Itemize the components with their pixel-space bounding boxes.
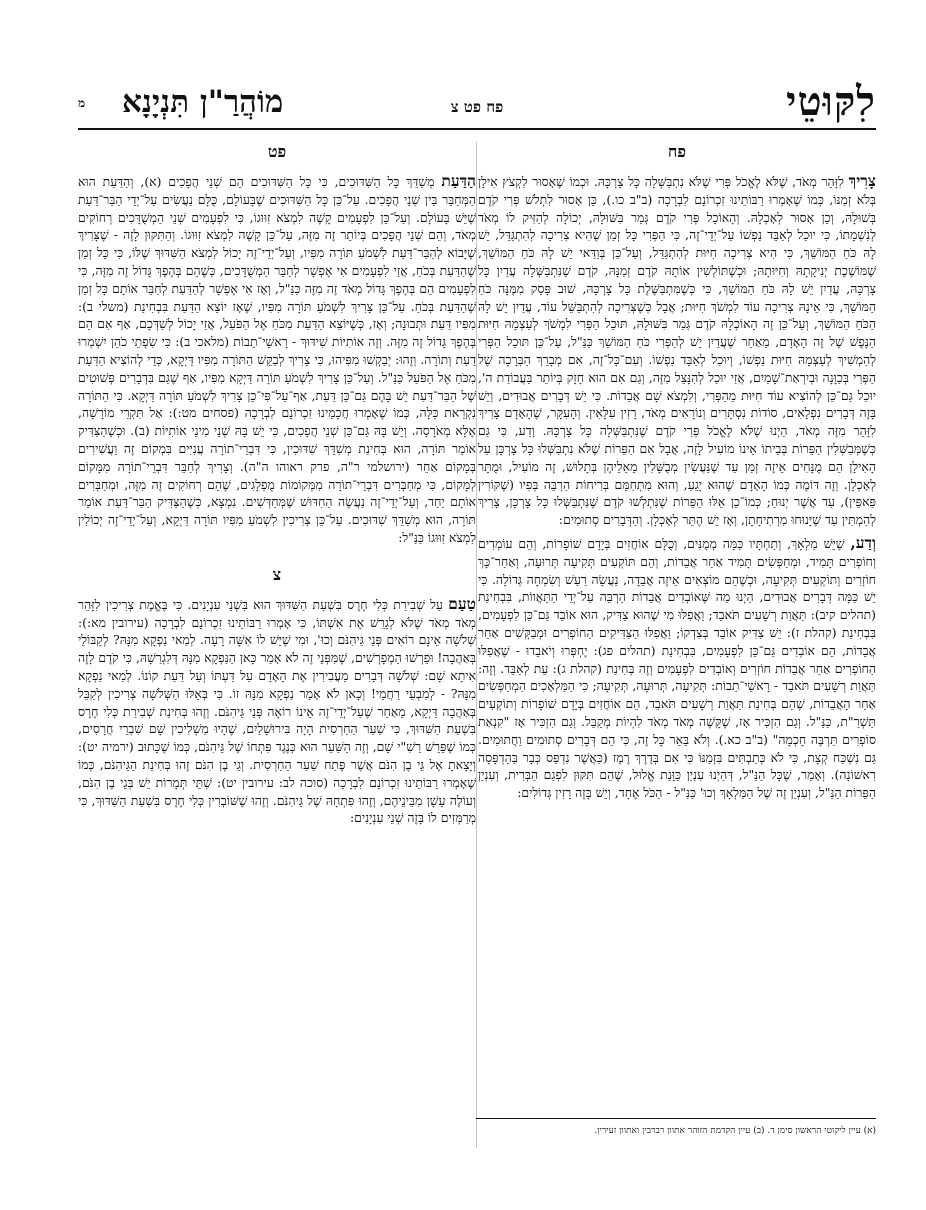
paragraph-opener: וְדַע, xyxy=(850,532,876,552)
paragraph xyxy=(78,595,476,827)
column-divider xyxy=(476,142,477,1148)
paragraph-text: שֶׁיֵּשׁ מַלְאָךְ, וְתַחְתָּיו כַּמָּה מְמֻנִּים, וְכֻלָּם אוֹחֲזִים בְּיָדָם שׁוֹפָרוֹת, וְהֵם עוֹמְדִים וְחוֹפְרִים תָּמִיד, וּמְחַפְּשִׂים תָּמִיד אַחַר אֲבֵדוֹת, וְהֵם תּוֹקְעִים תְּקִיעָה תְּרוּעָה, וְאַחַר־כָּךְ חוֹזְרִים וְתוֹקְעִים תְּקִיעָה, וּכְשֶׁהֵם מוֹצְאִים אֵיזֶה אֲבֵדָה, נַעֲשָׂה רַעַשׁ וְשִׂמְחָה גְּדוֹלָה. כִּי יֵשׁ כַּמָּה דְּבָרִים אֲבוּדִים, הַיְנוּ מַה שֶּׁאוֹבְדִים אֲבֵדוֹת הַרְבֵּה עַל־יְדֵי הַתַּאֲווֹת, בִּבְחִינַת (תהלים קיב): תַּאֲוַת רְשָׁעִים תֹּאבֵד; וַאֲפִלּוּ מִי שֶׁהוּא צַדִּיק, הוּא אוֹבֵד גַּם־כֵּן לִפְעָמִים, בִּבְחִינַת (קהלת ז): יֵשׁ צַדִּיק אוֹבֵד בְּצִדְקוֹ; וַאֲפִלּוּ הַצַּדִּיקִים הַחוֹפְרִים וּמְבַקְּשִׁים אַחַר אֲבֵדוֹת, הֵם אוֹבְדִים גַּם־כֵּן לִפְעָמִים, בִּבְחִינַת (תהלים פג): יֶחְפְּרוּ וְיֹאבֵדוּ - שֶׁאֲפִלּוּ הַחוֹפְרִים אַחַר אֲבֵדוֹת חוֹזְרִים וְאוֹבְדִים לִפְעָמִים וְזֶה בְּחִינַת (קהלת ג): עֵת לְאַבֵּד. וְזֶה: תַּאֲוַת רְשָׁעִים תֹּאבֵד - רָאשֵׁי־תֵבוֹת: תְּקִיעָה, תְּרוּעָה, תְּקִיעָה; כִּי הַמַּלְאָכִים הַמְחַפְּשִׂים אַחַר הָאֲבֵדוֹת, שֶׁהֵם בְּחִינַת תַּאֲוַת רְשָׁעִים תֹּאבֵד, הֵם אוֹחֲזִים בְּיָדָם שׁוֹפָרוֹת וְתוֹקְעִים תַּשְׁרַ"ת, כַּנַּ"ל. וְגַם הִזְכִּיר אָז, שֶׁקָּשֶׁה מְאֹד מְאֹד לִהְיוֹת מְקַבֵּל. וְגַם הִזְכִּיר אָז "קִנְאַת סוֹפְרִים תַּרְבֶּה חָכְמָה" (ב"ב כא.). וְלֹא בֵּאֵר כָּל זֶה, כִּי הֵם דְּבָרִים סְתוּמִים וַחֲתוּמִים. גַּם נִשְׁכַּח קְצָת, כִּי לֹא כְּתַבְתִּים בִּזְמַנּוֹ כִּי אִם בְּדֶרֶךְ רֶמֶז (כַּאֲשֶׁר נִדְפַּס כְּבָר בַּהַדְפָּסָה רִאשׁוֹנָה). וְאָמַר, שֶׁכָּל הַנַּ"ל, דְּהַיְנוּ עִנְיַן כַּוָּנַת אֱלוּל, שֶׁהֵם תִּקּוּן לִפְגַם הַבְּרִית, וְעִנְיַן הַפֵּרוֹת הַנַּ"ל, וְעִנְיַן זֶה שֶׁל הַמַּלְאָךְ וְכוּ' כַּנַּ"ל - הַכֹּל אֶחָד, וְיֵשׁ בָּזֶה רָזִין גְּדוֹלִים: xyxy=(478,535,876,801)
left-column xyxy=(78,142,476,832)
paragraph-text: עַל שְׁבִירַת כְּלִי חֶרֶס בִּשְׁעַת הַשִּׁדּוּךְ הוּא בִּשְׁנֵי עִנְיָנִים. כִּי בֶּאֱמֶת צְרִיכִין לִזָּהֵר מְאֹד מְאֹד שֶׁלֹּא לְגָרֵשׁ אֶת אִשְׁתּוֹ, כִּי אָמְרוּ רַבּוֹתֵינוּ זִכְרוֹנָם לִבְרָכָה (עירובין מא:): שְׁלֹשָׁה אֵינָם רוֹאִים פְּנֵי גֵּיהִנֹּם וְכוּ', וּמִי שֶׁיֵּשׁ לוֹ אִשָּׁה רָעָה. לְמַאי נַפְקָא מִנָּהּ? לְקַבּוֹלֵי בְּאַהֲבָה! וּפֵרְשׁוּ הַמְפָרְשִׁים, שֶׁמִּפְּנֵי זֶה לֹא אָמַר כָּאן הַנַּפְקָא מִנָּהּ דְּלִגְרַשָׁהּ, כִּי קֹדֶם לָזֶה אִיתָא שָׁם: שְׁלֹשָׁה דְּבָרִים מַעֲבִירִין אֶת הָאָדָם עַל דַּעְתּוֹ וְעַל דַּעַת קוֹנוֹ. לְמַאי נַפְקָא מִנָּהּ? - לְמִבְעֵי רַחֲמֵי! וְכָאן לֹא אָמַר נַפְקָא מִנָּהּ זוֹ. כִּי בְּאֵלּוּ הַשְּׁלֹשָׁה צְרִיכִין לְקַבֵּל בְּאַהֲבָה דַּיְקָא, מֵאַחַר שֶׁעַל־יְדֵי־זֶה אֵינוֹ רוֹאֶה פְּנֵי גֵּיהִנֹּם. וְזֶהוּ בְּחִינַת שְׁבִירַת כְּלִי חֶרֶס בִּשְׁעַת הַשִּׁדּוּךְ, כִּי שַׁעַר הַחַרְסִית הָיָה בִּירוּשָׁלַיִם, שֶׁהָיוּ מַשְׁלִיכִין שָׁם שִׁבְרֵי חֲרָסִים, כְּמוֹ שֶׁפֵּרֵשׁ רַשִׁ"י שָׁם, וְזֶה הַשַּׁעַר הוּא כְּנֶגֶד פִּתְחוֹ שֶׁל גֵּיהִנֹּם, כְּמוֹ שֶׁכָּתוּב (ירמיה יט): וְיָצָאתָ אֶל גֵּי בֶן הִנֹּם אֲשֶׁר פֶּתַח שַׁעַר הַחַרְסִית. וְגֵי בֶן הִנֹּם זֶהוּ בְּחִינַת הַגֵּיהִנֹּם, כְּמוֹ שֶׁאָמְרוּ רַבּוֹתֵינוּ זִכְרוֹנָם לִבְרָכָה (סוכה לב: עירובין יט): שְׁתֵּי תְּמָרוֹת יֵשׁ בְּגֵי בֶן הִנֹּם, וְעוֹלֶה עָשָׁן מִבֵּינֵיהֶם, וְזֶהוּ פִּתְחָהּ שֶׁל גֵּיהִנֹּם. וְזֶהוּ שֶׁשּׁוֹבְרִין כְּלִי חֶרֶס בִּשְׁעַת הַשִּׁדּוּךְ, כִּי מְרַמְּזִים לוֹ בָּזֶה שְׁנֵי עִנְיָנִים: xyxy=(78,596,476,826)
paragraph-opener: הַדַּעַת xyxy=(441,171,476,190)
section-title-89: פט xyxy=(267,142,287,161)
paragraph xyxy=(478,172,876,529)
paragraph-opener: טַעַם xyxy=(448,593,476,613)
section-title-90: צ xyxy=(272,564,282,584)
section-references: פח פט צ xyxy=(450,98,504,116)
paragraph xyxy=(478,534,876,802)
paragraph-opener: צָרִיךְ xyxy=(848,171,876,190)
right-column xyxy=(478,142,876,807)
header-rule xyxy=(78,128,876,130)
page-number: מ xyxy=(78,96,86,110)
running-title-right: לִקּוּטֵי xyxy=(786,78,876,125)
paragraph xyxy=(78,172,476,547)
running-title-left: מוֹהֲרַ"ן תִּנְיָנָא xyxy=(122,84,284,120)
section-title-88: פח xyxy=(667,142,687,161)
paragraph-text: מְשַׁדֵּךְ כָּל הַשִּׁדּוּכִים, כִּי כָּל הַשִּׁדּוּכִים הֵם שְׁנֵי הֲפָכִים (א), וְהַדַּעַת הוּא הַמְּחַבֵּר בֵּין שְׁנֵי הֲפָכִים. עַל־כֵּן כָּל הַשִּׁדּוּכִים שֶׁבָּעוֹלָם, כֻּלָּם נַעֲשִׂים עַל־יְדֵי הַבַּר־דַּעַת שֶׁיֵּשׁ בָּעוֹלָם. וְעַל־כֵּן לִפְעָמִים קָשֶׁה לִמְצֹא זִוּוּגוֹ, כִּי לִפְעָמִים שְׁנֵי הַמְשֻׁדָּכִים רְחוֹקִים מְאֹד, וְהֵם שְׁנֵי הֲפָכִים בְּיוֹתֵר זֶה מִזֶּה, עַל־כֵּן קָשֶׁה לִמְצֹא זִוּוּגוֹ. וְהַתִּקּוּן לָזֶה - שֶׁצָּרִיךְ שֶׁיָּבוֹא לְהַבַּר־דַּעַת לִשְׁמֹעַ תּוֹרָה מִפִּיו, וְעַל־יְדֵי־זֶה יָכוֹל לִמְצֹא הַשִּׁדּוּךְ שֶׁלּוֹ, כִּי כָּל זְמַן שֶׁהַדַּעַת בְּכֹחַ, אֲזַי לִפְעָמִים אִי אֶפְשָׁר לְחַבֵּר הַמְשֻׁדָּכִים, כְּשֶׁהֵם בְּהֶפֶךְ גָּדוֹל זֶה מִזֶּה, כִּי לִפְעָמִים הֵם בְּהֶפֶךְ גָּדוֹל מְאֹד זֶה מִזֶּה כַּנַּ"ל, וְאָז אִי אֶפְשָׁר לְהַדַּעַת לְחַבֵּר אוֹתָם כָּל זְמַן שֶׁהַדַּעַת בְּכֹחַ. עַל־כֵּן צָרִיךְ לִשְׁמֹעַ תּוֹרָה מִפִּיו, שֶׁאָז יוֹצֵא הַדַּעַת בִּבְחִינַת (משלי ב): מִפִּיו דַּעַת וּתְבוּנָה; וְאָז, כְּשֶׁיּוֹצֵא הַדַּעַת מִכֹּחַ אֶל הַפֹּעַל, אֲזַי יָכוֹל לְשַׁדְּכָם, אַף אִם הֵם בְּהֶפֶךְ גָּדוֹל זֶה מִזֶּה. וְזֶה אוֹתִיּוֹת שִׁידּוּךְ - רָאשֵׁי־תֵבוֹת (מלאכי ב): כִּי שִׂפְתֵי כֹהֵן יִשְׁמְרוּ דַעַת וְתוֹרָה. וְזֶהוּ: יְבַקְשׁוּ מִפִּיהוּ, כִּי צָרִיךְ לְבַקֵּשׁ הַתּוֹרָה מִפִּיו דַּיְקָא, כְּדֵי לְהוֹצִיא הַדַּעַת מִכֹּחַ אֶל הַפֹּעַל כַּנַּ"ל. וְעַל־כֵּן צָרִיךְ לִשְׁמֹעַ תּוֹרָה דַּיְקָא מִפִּיו, אַף שֶׁגַּם בִּדְבָרִים פְּשׁוּטִים שֶׁל הַבַּר־דַּעַת יֵשׁ בָּהֶם גַּם־כֵּן דַּעַת, אַף־עַל־פִּי־כֵן צָרִיךְ לִשְׁמֹעַ תּוֹרָה דַּיְקָא. כִּי הַתּוֹרָה נִקְרֵאת כַּלָּה, כְּמוֹ שֶׁאָמְרוּ חֲכָמֵינוּ זִכְרוֹנָם לִבְרָכָה (פסחים מט:): אַל תִּקְרֵי מוֹרָשָׁה, אֶלָּא מְאֹרָסָה. וְיֵשׁ בָּהּ גַּם־כֵּן שְׁנֵי הֲפָכִים, כִּי יֵשׁ בָּהּ שְׁנֵי מִינֵי אוֹתִיּוֹת (ב). וּכְשֶׁהַצַּדִּיק אוֹמֵר תּוֹרָה, הוּא בְּחִינַת מְשַׁדֵּךְ שִׁדּוּכִין, כִּי דִּבְרֵי־תוֹרָה עֲנִיִּים בִּמְקוֹם זֶה וַעֲשִׁירִים בְּמָקוֹם אַחֵר (ירושלמי ר"ה, פרק ראוהו ה"ה). וְצָרִיךְ לְחַבֵּר דִּבְרֵי־תוֹרָה מִמָּקוֹם לְמָקוֹם, כִּי מְחַבְּרִים דִּבְרֵי־תוֹרָה מִמְּקוֹמוֹת מֻפְלָגִים, שֶׁהֵם רְחוֹקִים זֶה מִזֶּה, וּמְחַבְּרִים אוֹתָם יַחַד, וְעַל־יְדֵי־זֶה נַעֲשֶׂה הַחִדּוּשׁ שֶׁמְּחַדְּשִׁים. נִמְצָא, כְּשֶׁהַצַּדִּיק הַבַּר־דַּעַת אוֹמֵר תּוֹרָה, הוּא מְשַׁדֵּךְ שִׁדּוּכִים. עַל־כֵּן צְרִיכִין לִשְׁמֹעַ מִפִּיו תּוֹרָה דַּיְקָא, וְעַל־יְדֵי־זֶה יְכוֹלִין לִמְצֹא זִוּוּגוֹ כַּנַּ"ל: xyxy=(78,174,476,545)
paragraph-text: לִזָּהֵר מְאֹד, שֶׁלֹּא לֶאֱכֹל פְּרִי שֶׁלֹּא נִתְבַּשְּׁלָה כָּל צָרְכָּהּ. וּכְמוֹ שֶׁאָסוּר לִקְצֹץ אִילָן בְּלֹא זְמַנּוֹ, כְּמוֹ שֶׁאָמְרוּ רַבּוֹתֵינוּ זִכְרוֹנָם לִבְרָכָה (ב"ב כו.), כֵּן אָסוּר לִתְלֹשׁ פְּרִי קֹדֶם בְּשׁוּלָהּ, וְכֵן אָסוּר לְאָכְלָהּ. וְהָאוֹכֵל פְּרִי קֹדֶם גְּמַר בִּשּׁוּלָהּ, יְכוֹלָה לְהַזִּיק לוֹ מְאֹד לְנִשְׁמָתוֹ, כִּי יוּכַל לְאַבֵּד נַפְשׁוֹ עַל־יְדֵי־זֶה, כִּי הַפְּרִי כָּל זְמַן שֶׁהִיא צְרִיכָה לְהִתְגַּדֵּל, יֵשׁ לָהּ כֹּחַ הַמּוֹשֵׁךְ, כִּי הִיא צְרִיכָה חִיּוּת לְהִתְגַּדֵּל, וְעַל־כֵּן בְּוַדַּאי יֵשׁ לָהּ כֹּחַ הַמּוֹשֵׁךְ, שֶׁמּוֹשֶׁכֶת יְנִיקָתָהּ וְחִיּוּתָהּ; וּכְשֶׁתּוֹלְשִׁין אוֹתָהּ קֹדֶם זְמַנָּהּ, קֹדֶם שֶׁנִּתְבַּשְּׁלָה עֲדַיִן כָּל צָרְכָּהּ, עֲדַיִן יֵשׁ לָהּ כֹּחַ הַמּוֹשֵׁךְ, כִּי כְּשֶׁמִּתְבַּשֶּׁלֶת כָּל צָרְכָּהּ, שׁוּב פָּסַק מִמֶּנָּה כֹּחַ הַמּוֹשֵׁךְ, כִּי אֵינָהּ צְרִיכָה עוֹד לִמְשֹׁךְ חִיּוּת; אֲבָל כְּשֶׁצְּרִיכָה לְהִתְבַּשֵּׁל עוֹד, עֲדַיִן יֵשׁ לָהּ הַכֹּחַ הַמּוֹשֵׁךְ, וְעַל־כֵּן זֶה הָאוֹכְלָהּ קֹדֶם גְּמַר בִּשּׁוּלָהּ, תּוּכַל הַפְּרִי לִמְשֹׁךְ לְעַצְמָהּ חִיּוּת הַנֶּפֶשׁ שֶׁל זֶה הָאָדָם, מֵאַחַר שֶׁעֲדַיִן יֵשׁ לְהַפְּרִי כֹּחַ הַמּוֹשֵׁךְ כַּנַּ"ל, עַל־כֵּן תּוּכַל הַפְּרִי לְהַמְשִׁיךְ לְעַצְמָהּ חִיּוּת נַפְשׁוֹ, וְיוּכַל לְאַבֵּד נַפְשׁוֹ. וְעִם־כָּל־זֶה, אִם מְבָרֵךְ הַבְּרָכָה שֶׁל הַפְּרִי בְּכַוָּנָה וּבְיִרְאַת־שָׁמַיִם, אֲזַי יוּכַל לְהִנָּצֵל מִזֶּה, וְגַם אִם הוּא חָזָק בְּיוֹתֵר בַּעֲבוֹדַת ה', יוּכַל גַּם־כֵּן לְהוֹצִיא עוֹד חִיּוּת מֵהַפְּרִי, וְלִמְצֹא שָׁם אֲבֵדוֹת. כִּי יֵשׁ דְּבָרִים אֲבוּדִים, וְיֵשׁ בָּזֶה דְּבָרִים נִפְלָאִים, סוֹדוֹת נִסְתָּרִים וְנוֹרָאִים מְאֹד, רָזִין עִלָּאִין. וְהָעִקָּר, שֶׁהָאָדָם צָרִיךְ לִזָּהֵר מִזֶּה מְאֹד, הַיְנוּ שֶׁלֹּא לֶאֱכֹל פְּרִי קֹדֶם שֶׁנִּתְבַּשְּׁלָה כָּל צָרְכָּהּ. וְדַע, כִּי גַּם כְּשֶׁמְּבַשְּׁלִין הַפֵּרוֹת בְּבֵיתוֹ אֵינוֹ מוֹעִיל לָזֶה, אֲבָל אִם הַפֵּרוֹת שֶׁלֹּא נִתְבַּשְּׁלוּ כָּל צָרְכָּן עַל הָאִילָן הֵם מֻנָּחִים אֵיזֶה זְמַן עַד שֶׁנַּעֲשִׂין מְבֻשָּׁלִין מֵאֵלֵיהֶן בְּתָלוּשׁ, זֶה מוֹעִיל, וּמֻתָּר לְאָכְלָן. וְזֶה דּוֹמֶה כְּמוֹ הָאָדָם שֶׁהוּא יָגֵעַ, וְהוּא מִתְחַמֵּם בְּרִיחוֹת הַרְבֵּה בְּפִיו (שֶׁקּוֹרִין פַּאפֵּין), עַד אֲשֶׁר יְנוּחַ; כְּמוֹ־כֵן אֵלּוּ הַפֵּרוֹת שֶׁנִּתְלְשׁוּ קֹדֶם שֶׁנִּתְבַּשְּׁלוּ כָּל צָרְכָּן, צָרִיךְ לְהַמְתִּין עַד שֶׁיָּנוּחוּ מִרְתִיחָתָן, וְאָז יֵשׁ הֶתֵּר לְאָכְלָן. וְהַדְּבָרִים סְתוּמִים: xyxy=(478,174,876,528)
footnote: (א) עיין ליקוטי הראשון סימן ד. (ב) עיין הקדמת הזוהר אתוון רברבין ואתוון זעירין. xyxy=(476,1118,876,1136)
page-header xyxy=(78,74,876,134)
